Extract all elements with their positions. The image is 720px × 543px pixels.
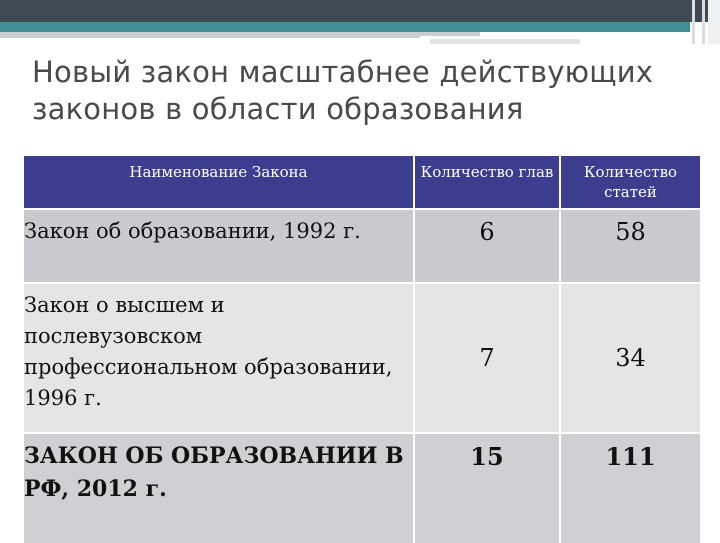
decor-vertical-line (692, 0, 695, 44)
table-header-row (24, 156, 700, 209)
law-name-cell: ЗАКОН ОБ ОБРАЗОВАНИИ В РФ, 2012 г. (24, 433, 414, 543)
header-chapters-count: Количество глав (414, 156, 560, 209)
chapters-cell: 15 (414, 433, 560, 543)
table-row (24, 433, 700, 543)
gray-decor-bar (0, 32, 480, 38)
table-row (24, 209, 700, 283)
articles-cell: 34 (560, 283, 700, 433)
header-articles-count: Количество статей (560, 156, 700, 209)
slide-title: Новый закон масштабнее действующих законов в области образования (32, 55, 654, 126)
header-law-name: Наименование Закона (24, 156, 414, 209)
teal-decor-bar (0, 22, 690, 32)
gray-decor-bar-short (430, 39, 580, 44)
chapters-cell: 7 (414, 283, 560, 433)
top-decor-bar (0, 0, 720, 22)
decor-right-strip (708, 0, 720, 44)
laws-table (24, 156, 700, 543)
law-name-cell: Закон об образовании, 1992 г. (24, 209, 414, 283)
articles-cell: 111 (560, 433, 700, 543)
chapters-cell: 6 (414, 209, 560, 283)
table-row (24, 283, 700, 433)
articles-cell: 58 (560, 209, 700, 283)
law-name-cell: Закон о высшем и послевузовском профессиональном образовании, 1996 г. (24, 283, 414, 433)
decor-vertical-line (702, 0, 705, 44)
